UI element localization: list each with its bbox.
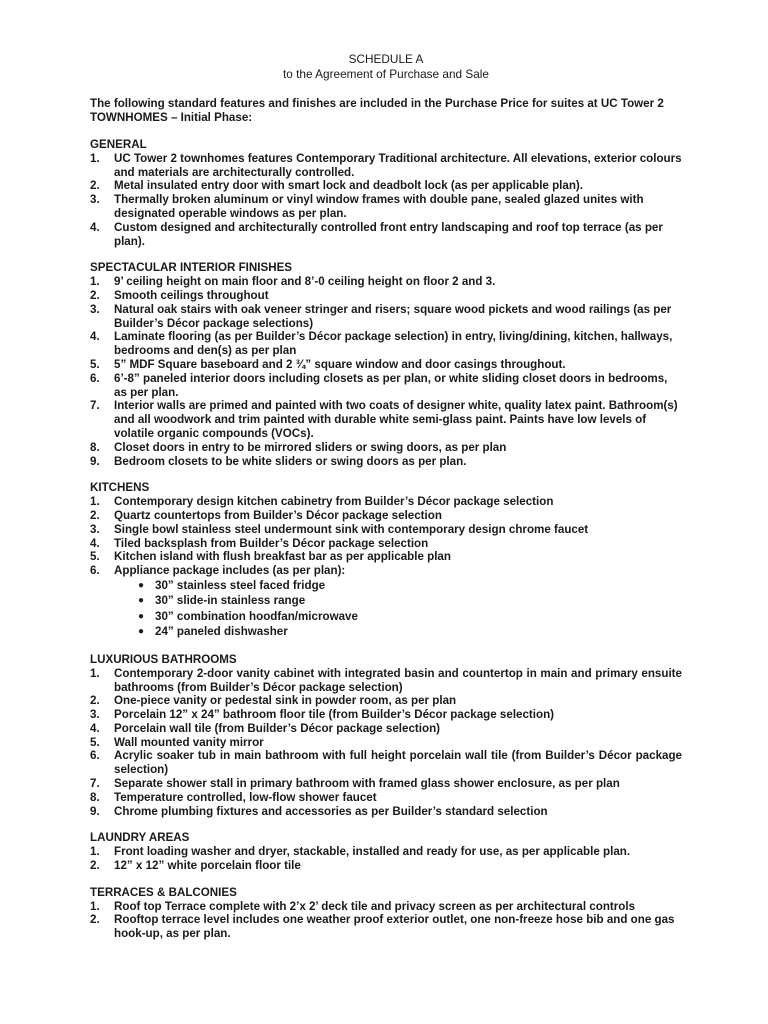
list-item-number: 1. [90,666,100,680]
list-item [90,845,682,859]
appliance-bullet-list [114,578,682,640]
list-item [90,550,682,564]
list-item [90,708,682,722]
list-item-number: 3. [90,522,100,536]
list-item [90,193,682,221]
list-item-number: 8. [90,440,100,454]
list-item-number: 1. [90,151,100,165]
section-heading: GENERAL [90,138,147,151]
list-item-number: 1. [90,899,100,913]
bullet-item [114,578,682,594]
list-item-text: Custom designed and architecturally controlled front entry landscaping and roof top terrace (as per plan). [114,220,663,248]
list-item [90,275,682,289]
list-item-number: 1. [90,275,100,289]
section-heading: SPECTACULAR INTERIOR FINISHES [90,261,293,275]
list-item [90,523,682,537]
list-item-number: 1. [90,495,100,509]
list-item [90,221,682,249]
list-item [90,694,682,708]
list-item-text: Kitchen island with flush breakfast bar as per applicable plan [114,550,451,564]
list-item-number: 4. [90,220,100,234]
section-laundry-areas [90,831,682,872]
list-item-number: 4. [90,330,100,344]
list-item-number: 7. [90,399,100,413]
list-item [90,564,682,640]
numbered-list [90,152,682,249]
list-item-number: 4. [90,536,100,550]
list-item-text: Natural oak stairs with oak veneer stringer and risers; square wood pickets and wood railings (as per Builder’s Décor package selections) [114,302,672,330]
list-item-number: 2. [90,179,100,193]
list-item-number: 2. [90,694,100,708]
bullet-dot-icon: ● [138,610,145,622]
list-item-text: One-piece vanity or pedestal sink in powder room, as per plan [114,694,457,708]
list-item-text: 6’-8” paneled interior doors including closets as per plan, or white sliding closet doors in bedrooms, as per plan. [114,371,668,399]
numbered-list [90,667,682,819]
list-item [90,859,682,873]
list-item-text: Wall mounted vanity mirror [114,735,264,749]
list-item [90,900,682,914]
list-item-text: Bedroom closets to be white sliders or swing doors as per plan. [114,454,467,468]
list-item-number: 3. [90,193,100,207]
numbered-list [90,275,682,468]
list-item [90,303,682,331]
list-item-number: 5. [90,735,100,749]
list-item [90,289,682,303]
list-item [90,330,682,358]
list-item [90,372,682,400]
list-item-number: 5. [90,357,100,371]
list-item-text: Smooth ceilings throughout [114,288,269,302]
list-item-text: Roof top Terrace complete with 2’x 2’ deck tile and privacy screen as per architectural controls [114,899,636,913]
list-item-text: 12” x 12” white porcelain floor tile [114,859,301,873]
list-item [90,455,682,469]
list-item-text: Temperature controlled, low-flow shower faucet [114,790,377,804]
list-item [90,777,682,791]
list-item-text: Closet doors in entry to be mirrored sliders or swing doors, as per plan [114,440,507,454]
list-item [90,441,682,455]
bullet-dot-icon: ● [138,595,145,607]
section-heading: TERRACES & BALCONIES [90,885,237,899]
list-item-text: Quartz countertops from Builder’s Décor package selection [114,508,442,522]
bullet-text: 30” stainless steel faced fridge [155,578,326,592]
list-item-text: Rooftop terrace level includes one weather proof exterior outlet, one non-freeze hose bib and one gas hook-up, as per plan. [114,913,675,941]
list-item-text: Appliance package includes (as per plan): [114,564,346,578]
list-item-number: 6. [90,564,100,578]
list-item [90,358,682,372]
bullet-text: 30” slide-in stainless range [155,594,306,608]
list-item-number: 3. [90,708,100,722]
list-item-number: 7. [90,777,100,791]
list-item [90,913,682,941]
list-item-number: 2. [90,508,100,522]
bullet-item [114,593,682,609]
section-heading: LUXURIOUS BATHROOMS [90,652,237,666]
list-item-text: Metal insulated entry door with smart lock and deadbolt lock (as per applicable plan). [114,179,583,193]
list-item-text: Single bowl stainless steel undermount sink with contemporary design chrome faucet [114,522,589,536]
bullet-item [114,624,682,640]
numbered-list [90,495,682,640]
list-item-number: 2. [90,913,100,927]
list-item-number: 3. [90,302,100,316]
list-item-number: 2. [90,859,100,873]
section-general [90,138,682,248]
list-item [90,179,682,193]
bullet-dot-icon: ● [138,626,145,638]
list-item [90,509,682,523]
list-item-text: Front loading washer and dryer, stackable, installed and ready for use, as per applicable plan. [114,845,631,859]
list-item-text: Tiled backsplash from Builder’s Décor package selection [114,536,429,550]
list-item-number: 1. [90,845,100,859]
list-item-text: Acrylic soaker tub in main bathroom with full height porcelain wall tile (from Builder’s Décor package selection) [114,749,682,777]
list-item-text: 9’ ceiling height on main floor and 8’-0 ceiling height on floor 2 and 3. [114,275,496,289]
section-heading: KITCHENS [90,481,150,495]
list-item [90,537,682,551]
list-item [90,399,682,440]
bullet-item [114,609,682,625]
list-item [90,152,682,180]
title-block [90,52,682,82]
bullet-text: 24” paneled dishwasher [155,625,288,639]
section-spectacular-interior-finishes [90,261,682,468]
sections-container [90,138,682,941]
list-item-number: 5. [90,550,100,564]
section-kitchens [90,481,682,640]
schedule-title: SCHEDULE A [348,52,424,66]
list-item-text: Contemporary design kitchen cabinetry from Builder’s Décor package selection [114,495,554,509]
numbered-list [90,845,682,873]
list-item [90,805,682,819]
list-item [90,722,682,736]
list-item-text: 5” MDF Square baseboard and 2 ¾” square window and door casings throughout. [114,357,566,371]
bullet-dot-icon: ● [138,579,145,591]
intro-paragraph: The following standard features and finishes are included in the Purchase Price for suites at UC Tower 2 TOWNHOMES – Initial Phase: [90,97,664,124]
list-item [90,749,682,777]
list-item-number: 2. [90,288,100,302]
list-item-number: 8. [90,790,100,804]
list-item-text: Separate shower stall in primary bathroom with framed glass shower enclosure, as per plan [114,777,620,791]
list-item-number: 9. [90,804,100,818]
schedule-subtitle: to the Agreement of Purchase and Sale [283,67,489,81]
list-item-text: Chrome plumbing fixtures and accessories as per Builder’s standard selection [114,804,548,818]
bullet-text: 30” combination hoodfan/microwave [155,609,358,623]
list-item [90,667,682,695]
section-heading: LAUNDRY AREAS [90,831,190,845]
list-item-number: 4. [90,721,100,735]
list-item [90,791,682,805]
list-item-number: 6. [90,371,100,385]
list-item-text: UC Tower 2 townhomes features Contemporary Traditional architecture. All elevations, exterior colours and materials are architecturally controlled. [114,151,682,179]
list-item-text: Porcelain 12” x 24” bathroom floor tile (from Builder’s Décor package selection) [114,708,555,722]
list-item-text: Porcelain wall tile (from Builder’s Décor package selection) [114,721,441,735]
list-item [90,495,682,509]
list-item-text: Thermally broken aluminum or vinyl window frames with double pane, sealed glazed unites with designated operable windows as per plan. [114,193,644,220]
numbered-list [90,900,682,941]
list-item-text: Interior walls are primed and painted with two coats of designer white, quality latex paint. Bathroom(s) and all woodwork and trim painted with durable white semi-glass paint. Paints have low levels of volatile organic compounds (VOCs). [114,399,678,440]
list-item-text: Laminate flooring (as per Builder’s Décor package selection) in entry, living/dining, kitchen, hallways, bedrooms and den(s) as per plan [114,330,673,358]
section-luxurious-bathrooms [90,653,682,819]
document-page [90,52,682,954]
list-item-number: 6. [90,749,100,763]
list-item-number: 9. [90,454,100,468]
list-item [90,736,682,750]
section-terraces-balconies [90,886,682,941]
list-item-text: Contemporary 2-door vanity cabinet with integrated basin and countertop in main and primary ensuite bathrooms (from Builder’s Décor package selection) [114,666,682,694]
